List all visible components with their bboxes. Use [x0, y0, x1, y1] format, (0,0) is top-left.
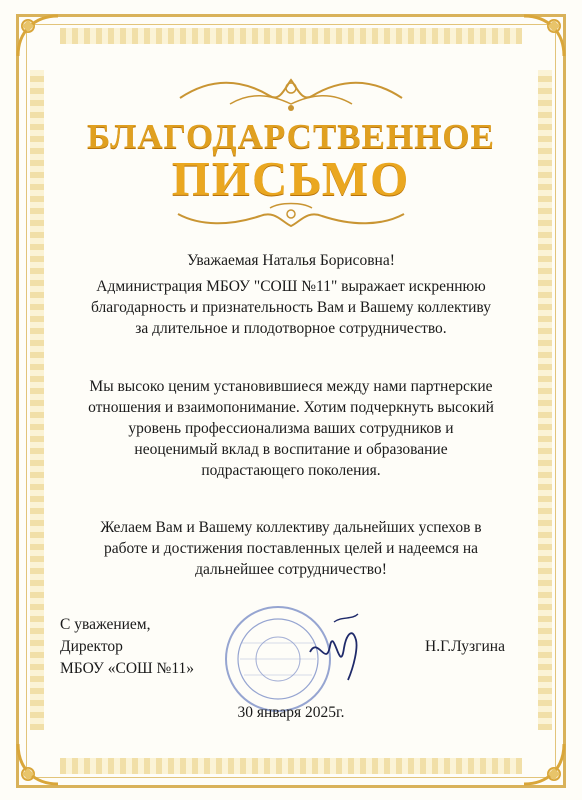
title-scroll-ornament	[170, 200, 412, 234]
corner-ornament-top-right	[520, 12, 568, 60]
top-scroll-ornament	[170, 68, 412, 114]
director-signature	[300, 606, 370, 686]
paragraph-3	[48, 517, 534, 580]
corner-ornament-bottom-right	[520, 740, 568, 788]
paragraph-1-line: Администрация МБОУ "СОШ №11" выражает искреннюю	[96, 278, 486, 295]
paragraph-2-line: неоценимый вклад в воспитание и образование	[134, 441, 448, 458]
signatory-organization: МБОУ «СОШ №11»	[60, 660, 195, 677]
paragraph-2-line: отношения и взаимопонимание. Хотим подчеркнуть высокий	[88, 399, 494, 416]
corner-ornament-bottom-left	[14, 740, 62, 788]
signatory-position: Директор	[60, 638, 123, 655]
paragraph-2	[48, 376, 534, 481]
paragraph-3-line: работе и достижения поставленных целей и надеемся на	[103, 540, 479, 557]
greeting: Уважаемая Наталья Борисовна!	[187, 252, 395, 269]
paragraph-1	[48, 276, 534, 339]
paragraph-2-line: уровень профессионализма ваших сотрудников и	[128, 420, 454, 437]
closing-regards: С уважением,	[60, 616, 151, 633]
corner-ornament-top-left	[14, 12, 62, 60]
paragraph-2-line: Мы высоко ценим установившиеся между нами партнерские	[89, 378, 493, 395]
paragraph-3-line: Желаем Вам и Вашему коллективу дальнейших успехов в	[100, 519, 482, 536]
paragraph-1-line: благодарность и признательность Вам и Вашему коллективу	[91, 299, 491, 316]
paragraph-2-line: подрастающего поколения.	[201, 462, 381, 479]
paragraph-1-line: за длительное и плодотворное сотрудничество.	[135, 320, 447, 337]
title-line-1: БЛАГОДАРСТВЕННОЕ	[87, 117, 495, 156]
signatory-name: Н.Г.Лузгина	[425, 638, 505, 655]
paragraph-3-line: дальнейшее сотрудничество!	[195, 561, 387, 578]
letter-date: 30 января 2025г.	[237, 704, 345, 721]
title-line-2: ПИСЬМО	[171, 151, 411, 206]
